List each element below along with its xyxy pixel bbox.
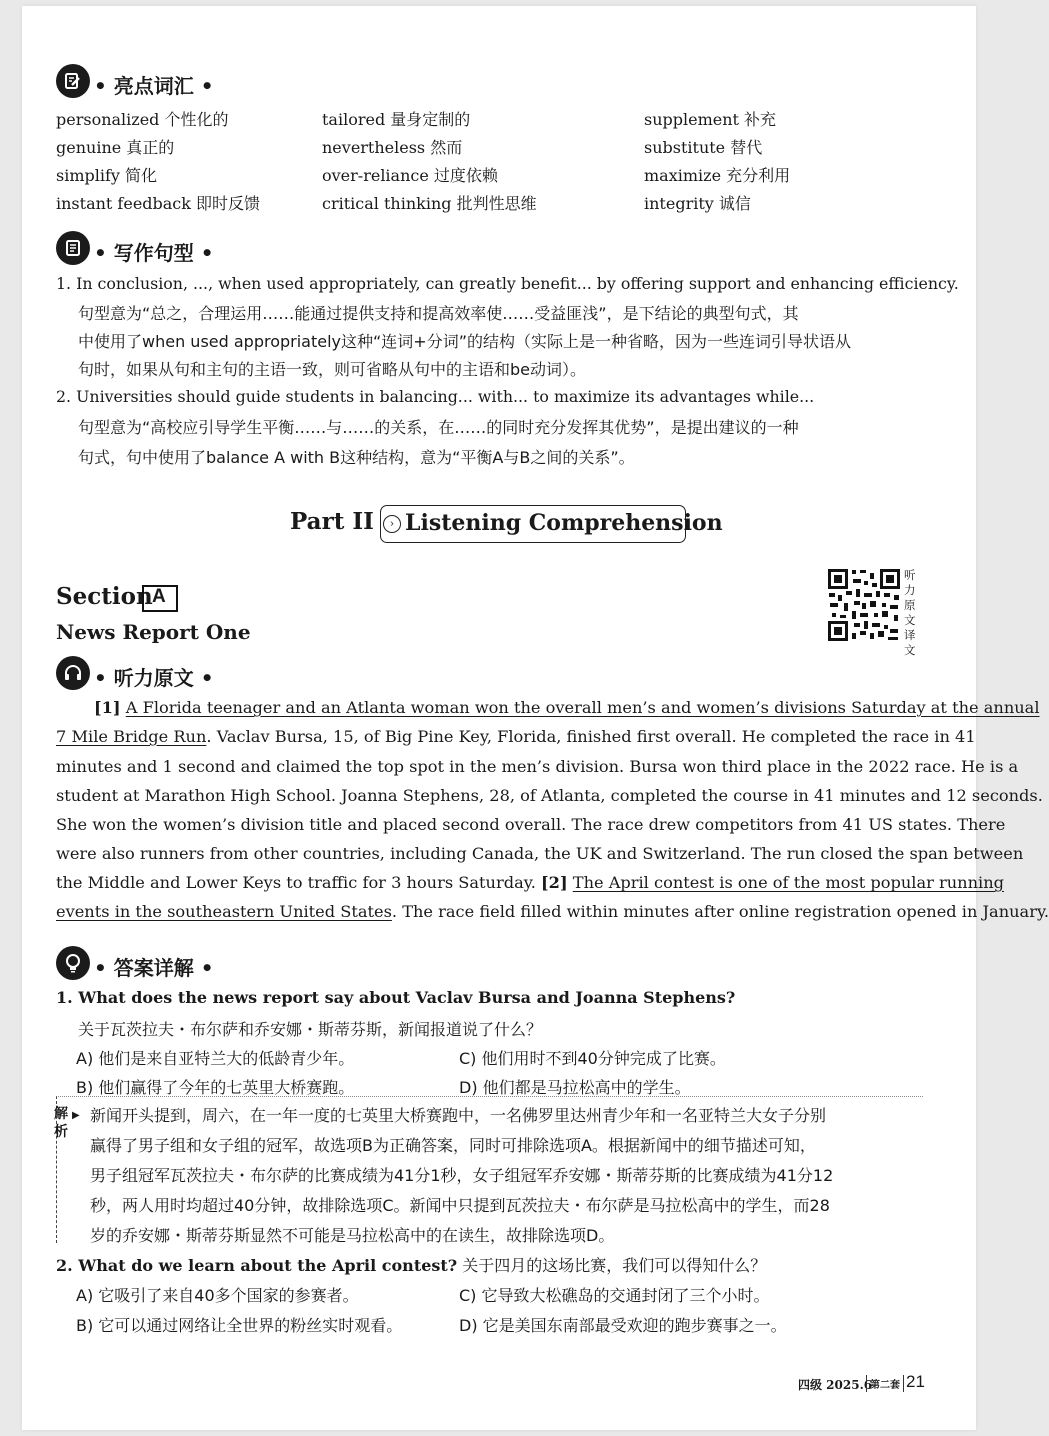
option-a: A) 它吸引了来自40多个国家的参赛者。 xyxy=(76,1286,359,1305)
explanation-line: 赢得了男子组和女子组的冠军，故选项B为正确答案，同时可排除选项A。根据新闻中的细节描述可知， xyxy=(90,1136,816,1155)
underline-1: A Florida teenager and an Atlanta woman won the overall men’s and women’s divisions Saturday at the annual xyxy=(125,698,1040,717)
question-2-zh: 关于四月的这场比赛，我们可以得知什么？ xyxy=(462,1256,767,1275)
option-c: C) 他们用时不到40分钟完成了比赛。 xyxy=(459,1049,726,1068)
question-1-zh: 关于瓦茨拉夫・布尔萨和乔安娜・斯蒂芬斯，新闻报道说了什么？ xyxy=(78,1020,543,1039)
vocab-item: simplify 简化 xyxy=(56,166,158,185)
pattern-2-zh: 句式，句中使用了balance A with B这种结构，意为“平衡A与B之间的关系”。 xyxy=(78,448,635,467)
vocab-item: integrity 诚信 xyxy=(644,194,751,213)
underline-2: The April contest is one of the most popular running xyxy=(572,873,1004,892)
news-title: News Report One xyxy=(56,620,251,644)
transcript-line: minutes and 1 second and claimed the top spot in the men’s division. Bursa won third place in the 2022 race. He is a xyxy=(56,757,1019,776)
pattern-2-zh: 句型意为“高校应引导学生平衡……与……的关系，在……的同时充分发挥其优势”，是提出建议的一种 xyxy=(78,418,799,437)
transcript-heading: • 听力原文 • xyxy=(94,666,214,690)
option-a: A) 他们是来自亚特兰大的低龄青少年。 xyxy=(76,1049,355,1068)
pattern-1-zh: 中使用了when used appropriately这种“连词+分词”的结构（实际上是一种省略，因为一些连词引导状语从 xyxy=(78,332,851,351)
explanation-line: 岁的乔安娜・斯蒂芬斯显然不可能是马拉松高中的在读生，故排除选项D。 xyxy=(90,1226,615,1245)
transcript-line: student at Marathon High School. Joanna Stephens, 28, of Atlanta, completed the course in 41 minutes and 12 seconds. xyxy=(56,786,1043,805)
transcript-line xyxy=(56,873,1004,892)
vocab-item: genuine 真正的 xyxy=(56,138,175,157)
transcript-text: . The race field filled within minutes after online registration opened in January. xyxy=(391,902,1049,921)
underline-2: events in the southeastern United States xyxy=(56,902,392,921)
pattern-1-zh: 句型意为“总之，合理运用……能通过提供支持和提高效率使……受益匪浅”，是下结论的典型句式，其 xyxy=(78,304,799,323)
transcript-line xyxy=(94,698,1040,717)
pattern-1-zh: 句时，如果从句和主句的主语一致，则可省略从句中的主语和be动词）。 xyxy=(78,360,587,379)
pattern-1-en: 1. In conclusion, ..., when used appropriately, can greatly benefit... by offering support and enhancing efficiency. xyxy=(56,274,959,293)
underline-1: 7 Mile Bridge Run xyxy=(56,727,207,746)
transcript-line xyxy=(56,902,1049,921)
question-2: 2. What do we learn about the April contest? xyxy=(56,1256,458,1275)
footer-set: 第二套 xyxy=(866,1375,904,1392)
lightbulb-icon xyxy=(56,946,90,980)
writing-heading: • 写作句型 • xyxy=(94,241,214,265)
footer-issue: 四级 2025.6 xyxy=(798,1378,873,1392)
part-title: Listening Comprehension xyxy=(405,510,723,536)
section-label: Section xyxy=(56,583,153,610)
transcript-text: the Middle and Lower Keys to traffic for 3 hours Saturday. xyxy=(56,873,542,892)
explanation-line: 秒，两人用时均超过40分钟，故排除选项C。新闻中只提到瓦茨拉夫・布尔萨是马拉松高中的学生，而28 xyxy=(90,1196,830,1215)
pattern-2-en: 2. Universities should guide students in balancing... with... to maximize its advantages while... xyxy=(56,387,815,406)
vocab-item: over-reliance 过度依赖 xyxy=(322,166,498,185)
part-title-box xyxy=(380,505,723,543)
section-letter-box xyxy=(142,585,178,612)
vocab-item: personalized 个性化的 xyxy=(56,110,229,129)
edit-note-icon xyxy=(56,64,90,98)
arrow-right-icon: ▶ xyxy=(72,1110,80,1121)
transcript-line xyxy=(56,727,976,746)
vocab-item: maximize 充分利用 xyxy=(644,166,791,185)
marker-2: [2] xyxy=(541,873,568,892)
option-d-correct: D) 它是美国东南部最受欢迎的跑步赛事之一。 xyxy=(459,1316,787,1335)
qr-caption: 听力原文译文 xyxy=(904,568,916,657)
option-c: C) 它导致大松礁岛的交通封闭了三个小时。 xyxy=(459,1286,770,1305)
vocab-item: substitute 替代 xyxy=(644,138,763,157)
chevron-right-icon: › xyxy=(383,515,401,533)
question-2-line xyxy=(56,1253,766,1276)
transcript-line: She won the women’s division title and placed second overall. The race drew competitors from 41 US states. There xyxy=(56,815,1006,834)
vocab-item: tailored 量身定制的 xyxy=(322,110,471,129)
vocab-item: nevertheless 然而 xyxy=(322,138,463,157)
vocab-item: instant feedback 即时反馈 xyxy=(56,194,261,213)
qr-code[interactable] xyxy=(826,567,902,643)
explanation-label: 解析 xyxy=(54,1106,68,1140)
document-icon xyxy=(56,231,90,265)
part-label: Part II xyxy=(290,508,374,535)
headphones-icon xyxy=(56,656,90,690)
option-b-correct: B) 他们赢得了今年的七英里大桥赛跑。 xyxy=(76,1078,355,1097)
explanation-line: 男子组冠军瓦茨拉夫・布尔萨的比赛成绩为41分1秒，女子组冠军乔安娜・斯蒂芬斯的比赛成绩为41分12 xyxy=(90,1166,834,1185)
vocab-heading: • 亮点词汇 • xyxy=(94,74,214,98)
vocab-item: critical thinking 批判性思维 xyxy=(322,194,537,213)
page-number: 21 xyxy=(906,1372,925,1391)
option-b: B) 它可以通过网络让全世界的粉丝实时观看。 xyxy=(76,1316,403,1335)
transcript-line: were also runners from other countries, including Canada, the UK and Switzerland. The run closed the span between xyxy=(56,844,1024,863)
explanation-line: 新闻开头提到，周六，在一年一度的七英里大桥赛跑中，一名佛罗里达州青少年和一名亚特兰大女子分别 xyxy=(90,1106,827,1125)
section-letter: A xyxy=(152,586,166,607)
transcript-text: . Vaclav Bursa, 15, of Big Pine Key, Florida, finished first overall. He completed the race in 41 xyxy=(206,727,976,746)
question-1: 1. What does the news report say about Vaclav Bursa and Joanna Stephens? xyxy=(56,988,736,1007)
option-d: D) 他们都是马拉松高中的学生。 xyxy=(459,1078,691,1097)
answers-heading: • 答案详解 • xyxy=(94,956,214,980)
vocab-item: supplement 补充 xyxy=(644,110,777,129)
marker-1: [1] xyxy=(94,698,121,717)
